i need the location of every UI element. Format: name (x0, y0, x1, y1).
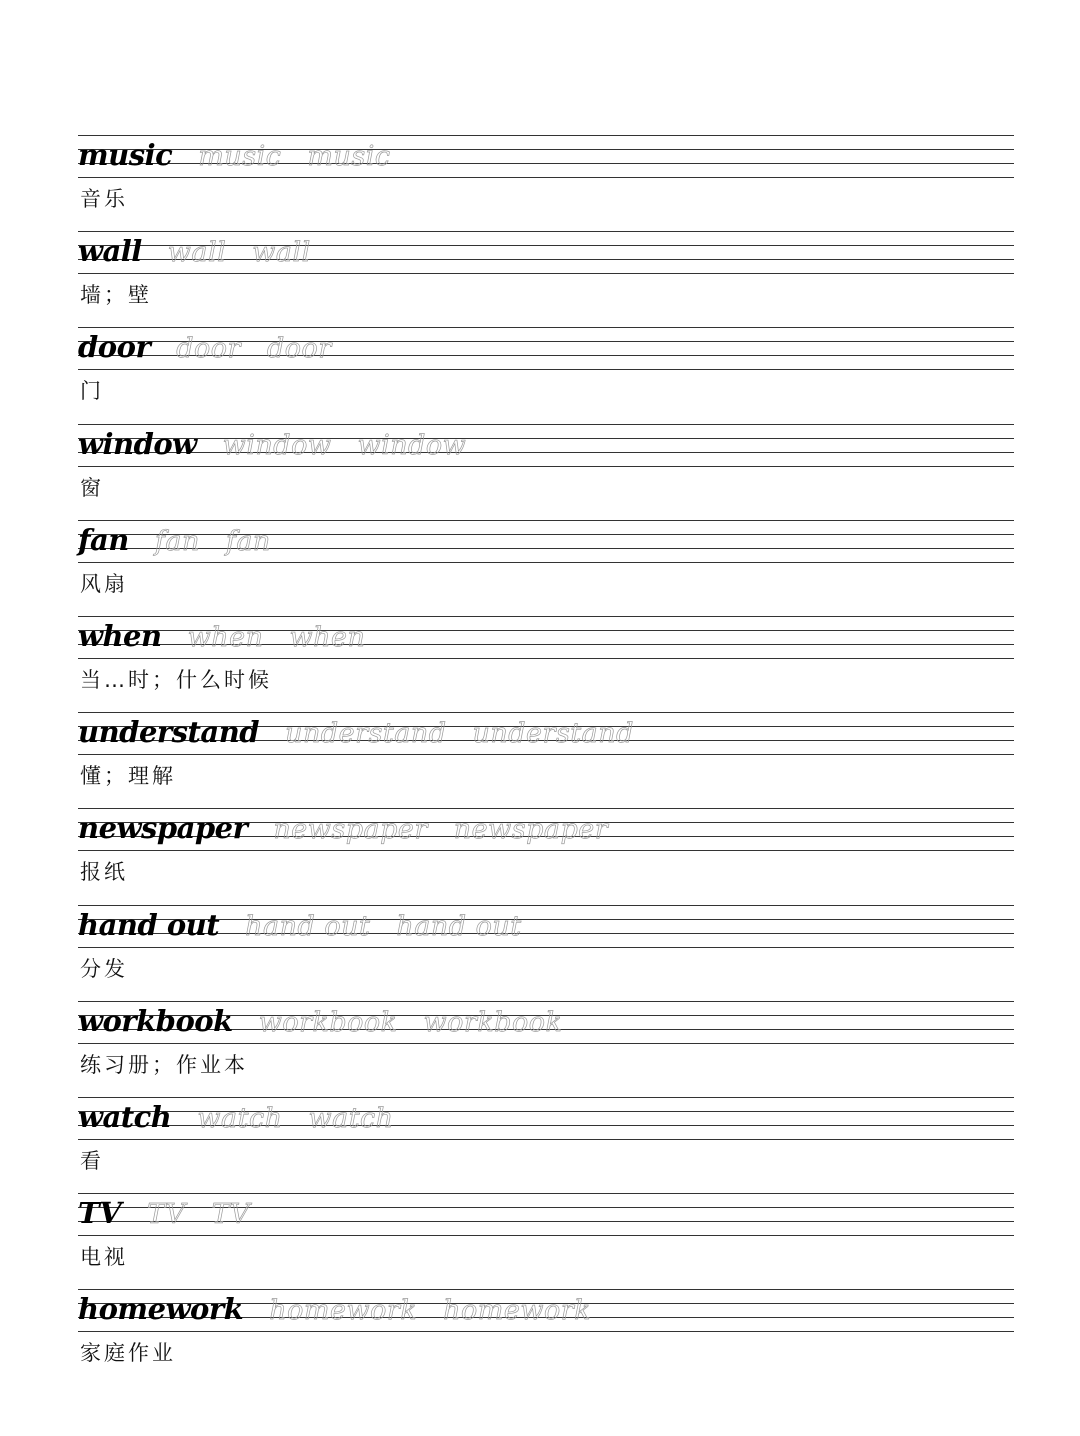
model-word: newspaper (78, 811, 248, 845)
word-row (78, 1005, 562, 1043)
model-word: workbook (78, 1004, 233, 1038)
guide-line (78, 1043, 1014, 1044)
word-row (78, 235, 311, 273)
model-word: when (78, 619, 162, 653)
word-row (78, 139, 391, 177)
vocab-entry (0, 1289, 1080, 1385)
vocab-entry (0, 1193, 1080, 1289)
trace-word: door (266, 333, 332, 364)
guide-line (78, 231, 1014, 232)
model-word: watch (78, 1100, 172, 1134)
guide-line (78, 808, 1014, 809)
trace-word: window (222, 430, 332, 461)
trace-word: wall (167, 237, 227, 268)
vocab-entry (0, 231, 1080, 327)
word-row (78, 1293, 591, 1331)
trace-word: music (198, 141, 282, 172)
trace-word: wall (252, 237, 311, 268)
vocab-entry (0, 808, 1080, 904)
word-row (78, 524, 271, 562)
word-row (78, 909, 522, 947)
trace-word: fan (225, 526, 271, 557)
vocab-entry (0, 135, 1080, 231)
trace-word: fan (154, 526, 200, 557)
guide-line (78, 562, 1014, 563)
trace-word: window (357, 430, 467, 461)
guide-line (78, 754, 1014, 755)
chinese-meaning: 音乐 (80, 187, 128, 211)
guide-line (78, 1139, 1014, 1140)
chinese-meaning: 家庭作业 (80, 1341, 176, 1365)
guide-line (78, 520, 1014, 521)
trace-word: understand (285, 718, 447, 749)
word-row (78, 716, 634, 754)
guide-line (78, 1001, 1014, 1002)
guide-line (78, 616, 1014, 617)
guide-line (78, 273, 1014, 274)
chinese-meaning: 懂；理解 (80, 764, 176, 788)
trace-word: hand out (245, 911, 371, 942)
guide-line (78, 850, 1014, 851)
trace-word: homework (269, 1295, 418, 1326)
word-row (78, 1101, 394, 1139)
trace-word: door (176, 333, 241, 364)
word-row (78, 1197, 250, 1235)
model-word: door (78, 330, 151, 364)
guide-line (78, 658, 1014, 659)
trace-word: TV (211, 1199, 251, 1230)
guide-line (78, 1193, 1014, 1194)
word-row (78, 620, 365, 658)
trace-word: TV (147, 1199, 186, 1230)
chinese-meaning: 墙；壁 (80, 283, 152, 307)
model-word: music (78, 138, 173, 172)
guide-line (78, 905, 1014, 906)
guide-line (78, 1289, 1014, 1290)
trace-word: hand out (396, 911, 522, 942)
trace-word: music (307, 141, 391, 172)
chinese-meaning: 练习册；作业本 (80, 1053, 248, 1077)
chinese-meaning: 窗 (80, 476, 104, 500)
vocab-entry (0, 1001, 1080, 1097)
vocab-entry (0, 424, 1080, 520)
guide-line (78, 947, 1014, 948)
guide-line (78, 1097, 1014, 1098)
guide-line (78, 1235, 1014, 1236)
trace-word: newspaper (453, 814, 609, 845)
guide-line (78, 424, 1014, 425)
vocab-entry (0, 616, 1080, 712)
guide-line (78, 327, 1014, 328)
model-word: homework (78, 1292, 244, 1326)
vocab-entry (0, 905, 1080, 1001)
guide-line (78, 1331, 1014, 1332)
trace-word: workbook (423, 1007, 563, 1038)
word-row (78, 331, 332, 369)
guide-line (78, 135, 1014, 136)
vocab-entry (0, 712, 1080, 808)
chinese-meaning: 风扇 (80, 572, 128, 596)
trace-word: newspaper (273, 814, 428, 845)
chinese-meaning: 分发 (80, 957, 128, 981)
chinese-meaning: 当…时；什么时候 (80, 668, 272, 692)
vocab-entry (0, 520, 1080, 616)
chinese-meaning: 门 (80, 379, 104, 403)
guide-line (78, 369, 1014, 370)
chinese-meaning: 电视 (80, 1245, 128, 1269)
vocab-entry (0, 1097, 1080, 1193)
guide-line (78, 466, 1014, 467)
trace-word: homework (443, 1295, 591, 1326)
model-word: wall (78, 234, 142, 268)
trace-word: when (187, 622, 264, 653)
model-word: hand out (78, 908, 220, 942)
guide-line (78, 177, 1014, 178)
chinese-meaning: 看 (80, 1149, 104, 1173)
trace-word: understand (472, 718, 634, 749)
trace-word: when (289, 622, 366, 653)
model-word: window (78, 427, 197, 461)
trace-word: watch (197, 1103, 283, 1134)
guide-line (78, 712, 1014, 713)
model-word: TV (78, 1196, 122, 1230)
word-row (78, 428, 466, 466)
trace-word: workbook (258, 1007, 398, 1038)
trace-word: watch (308, 1103, 394, 1134)
model-word: understand (78, 715, 260, 749)
chinese-meaning: 报纸 (80, 860, 128, 884)
word-row (78, 812, 608, 850)
vocab-entry (0, 327, 1080, 423)
model-word: fan (78, 523, 129, 557)
